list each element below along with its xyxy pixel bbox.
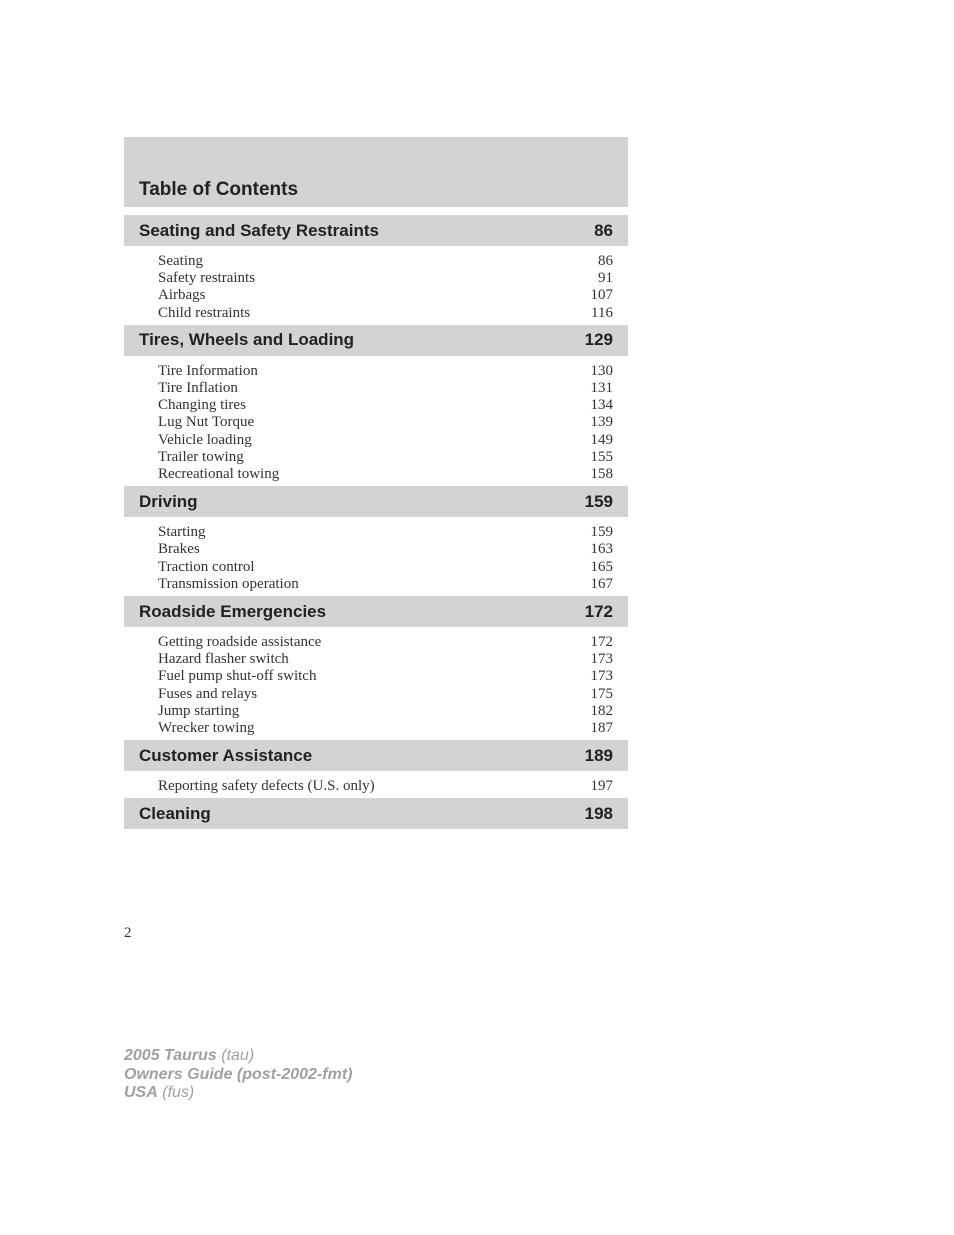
toc-entry-label: Vehicle loading bbox=[158, 431, 252, 448]
toc-entry-label: Starting bbox=[158, 524, 206, 541]
section-heading[interactable] bbox=[124, 486, 628, 517]
section-page: 189 bbox=[584, 745, 613, 765]
section-title: Cleaning bbox=[139, 803, 211, 823]
toc-entry-label: Hazard flasher switch bbox=[158, 651, 289, 668]
toc-entry[interactable] bbox=[158, 778, 613, 795]
section-heading[interactable] bbox=[124, 215, 628, 246]
toc-entry-page: 163 bbox=[590, 541, 613, 558]
toc-entry-label: Fuel pump shut-off switch bbox=[158, 668, 317, 685]
toc-entry-label: Wrecker towing bbox=[158, 720, 255, 737]
toc-entry-page: 197 bbox=[590, 778, 613, 795]
imprint-line-2 bbox=[124, 1066, 352, 1085]
toc-entry[interactable] bbox=[158, 651, 613, 668]
toc-entry[interactable] bbox=[158, 703, 613, 720]
imprint bbox=[124, 1047, 352, 1103]
toc-entry-label: Changing tires bbox=[158, 397, 246, 414]
toc-entry-label: Fuses and relays bbox=[158, 685, 258, 702]
toc-entry-page: 165 bbox=[590, 558, 613, 575]
toc-entry[interactable] bbox=[158, 414, 613, 431]
toc-entry-page: 91 bbox=[598, 270, 613, 287]
imprint-market-code: (fus) bbox=[162, 1084, 195, 1101]
toc-entry-label: Seating bbox=[158, 253, 203, 269]
toc-entry-page: 116 bbox=[591, 304, 613, 321]
toc-entry-page: 175 bbox=[590, 685, 613, 702]
toc-entry-page: 158 bbox=[590, 466, 613, 483]
toc-entry-page: 173 bbox=[590, 651, 613, 668]
section-title: Customer Assistance bbox=[139, 745, 313, 765]
toc-entry-label: Transmission operation bbox=[158, 575, 299, 592]
toc-entry[interactable] bbox=[158, 397, 613, 414]
section-items bbox=[124, 517, 628, 596]
toc-entry-page: 159 bbox=[590, 524, 613, 541]
toc-entry[interactable] bbox=[158, 253, 613, 270]
imprint-model: 2005 Taurus bbox=[124, 1047, 217, 1064]
toc-entry-label: Brakes bbox=[158, 541, 200, 558]
section-title: Tires, Wheels and Loading bbox=[139, 330, 355, 350]
imprint-model-code: (tau) bbox=[221, 1047, 255, 1064]
imprint-line-1 bbox=[124, 1047, 352, 1066]
toc-entry-page: 134 bbox=[590, 397, 613, 414]
toc-entry-page: 155 bbox=[590, 448, 613, 465]
toc-entry[interactable] bbox=[158, 668, 613, 685]
toc-entry[interactable] bbox=[158, 576, 613, 593]
toc-entry-page: 149 bbox=[590, 431, 613, 448]
toc-entry-page: 86 bbox=[598, 253, 613, 269]
toc-entry-label: Trailer towing bbox=[158, 448, 244, 465]
toc-entry[interactable] bbox=[158, 720, 613, 737]
toc-entry-page: 107 bbox=[590, 287, 613, 304]
page-number: 2 bbox=[124, 925, 132, 941]
toc-entry-page: 131 bbox=[590, 380, 613, 397]
toc-entry-page: 173 bbox=[590, 668, 613, 685]
toc-entry-label: Tire Inflation bbox=[158, 380, 238, 397]
section-heading[interactable] bbox=[124, 596, 628, 627]
section-page: 159 bbox=[584, 491, 613, 511]
toc-entry[interactable] bbox=[158, 466, 613, 483]
toc-entry[interactable] bbox=[158, 305, 613, 322]
toc-entry-label: Traction control bbox=[158, 558, 255, 575]
imprint-guide: Owners Guide (post-2002-fmt) bbox=[124, 1065, 353, 1083]
toc-entry-page: 172 bbox=[590, 634, 613, 651]
toc-entry[interactable] bbox=[158, 363, 613, 380]
toc-entry-label: Jump starting bbox=[158, 702, 240, 719]
section-page: 129 bbox=[584, 330, 613, 350]
toc-title: Table of Contents bbox=[139, 179, 299, 200]
section-heading[interactable] bbox=[124, 740, 628, 771]
section-title: Driving bbox=[139, 491, 198, 511]
section-page: 172 bbox=[584, 601, 613, 621]
toc-entry-page: 139 bbox=[590, 414, 613, 431]
table-of-contents bbox=[124, 137, 628, 829]
toc-entry-label: Recreational towing bbox=[158, 466, 280, 483]
toc-sections bbox=[124, 215, 628, 829]
toc-entry[interactable] bbox=[158, 634, 613, 651]
section-items bbox=[124, 246, 628, 325]
toc-entry[interactable] bbox=[158, 432, 613, 449]
toc-entry-page: 182 bbox=[590, 702, 613, 719]
toc-entry[interactable] bbox=[158, 287, 613, 304]
toc-entry[interactable] bbox=[158, 524, 613, 541]
toc-entry-label: Getting roadside assistance bbox=[158, 634, 322, 651]
section-page: 86 bbox=[594, 220, 613, 240]
section-page: 198 bbox=[584, 803, 613, 823]
imprint-market: USA bbox=[124, 1084, 158, 1101]
toc-entry-label: Reporting safety defects (U.S. only) bbox=[158, 778, 375, 795]
toc-entry-page: 187 bbox=[590, 720, 613, 737]
section-title: Roadside Emergencies bbox=[139, 601, 327, 621]
toc-entry-label: Tire Information bbox=[158, 362, 258, 379]
section-items bbox=[124, 771, 628, 798]
toc-entry[interactable] bbox=[158, 270, 613, 287]
imprint-line-3 bbox=[124, 1084, 352, 1103]
toc-entry-label: Airbags bbox=[158, 287, 206, 304]
section-heading[interactable] bbox=[124, 798, 628, 829]
toc-entry[interactable] bbox=[158, 559, 613, 576]
section-items bbox=[124, 627, 628, 740]
toc-entry[interactable] bbox=[158, 686, 613, 703]
section-items bbox=[124, 356, 628, 486]
toc-entry-label: Lug Nut Torque bbox=[158, 414, 255, 431]
toc-entry[interactable] bbox=[158, 449, 613, 466]
toc-header bbox=[124, 137, 628, 207]
section-title: Seating and Safety Restraints bbox=[139, 220, 379, 240]
toc-entry-label: Safety restraints bbox=[158, 270, 256, 287]
toc-entry-label: Child restraints bbox=[158, 304, 251, 321]
toc-entry[interactable] bbox=[158, 380, 613, 397]
toc-entry-page: 167 bbox=[590, 575, 613, 592]
toc-entry-page: 130 bbox=[590, 362, 613, 379]
section-heading[interactable] bbox=[124, 325, 628, 356]
toc-entry[interactable] bbox=[158, 541, 613, 558]
